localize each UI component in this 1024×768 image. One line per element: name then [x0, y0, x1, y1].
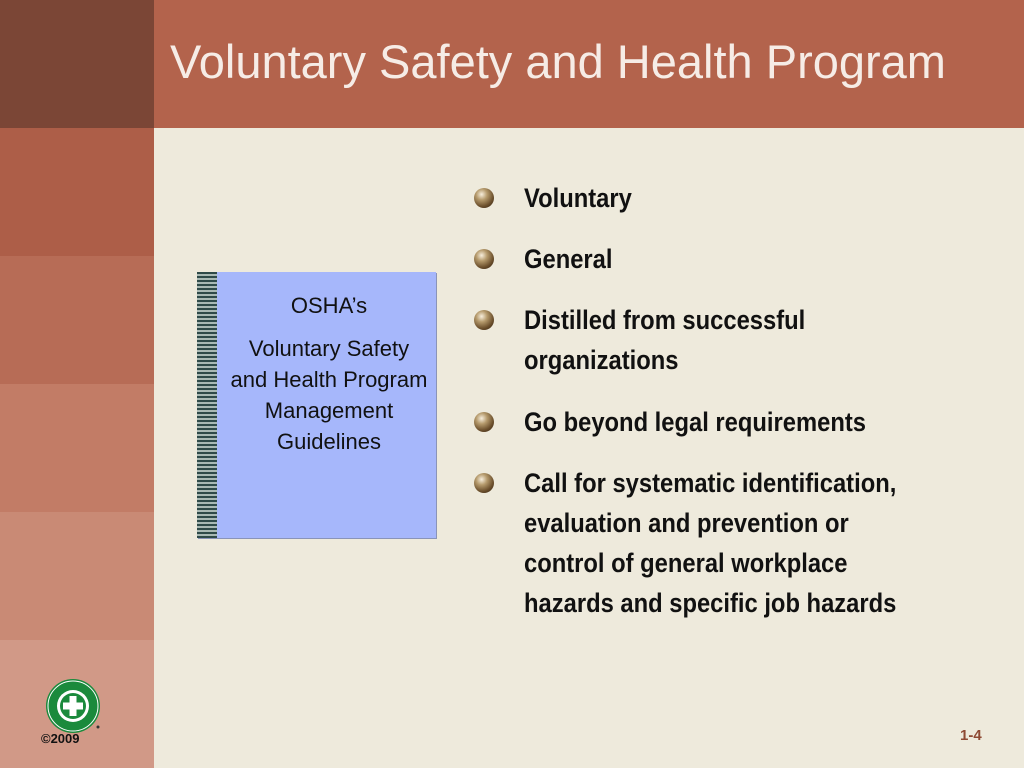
bullet-item: [474, 402, 994, 442]
book-subtitle: Voluntary Safety and Health Program Management Guidelines: [230, 336, 428, 454]
sphere-bullet-icon: [474, 188, 494, 208]
bullet-text-line: control of general workplace: [524, 548, 848, 578]
bullet-item: [474, 300, 994, 380]
bullet-item: [474, 463, 994, 623]
sidebar-block: [0, 256, 154, 384]
bullet-text-line: General: [524, 244, 613, 274]
bullet-text-line: Voluntary: [524, 183, 632, 213]
copyright-text: ©2009: [41, 731, 80, 746]
title-bar: [154, 0, 1024, 128]
sidebar-block: [0, 0, 154, 128]
sidebar-block: [0, 512, 154, 640]
national-safety-council-logo-icon: [45, 678, 101, 734]
sidebar-decoration: [0, 0, 154, 768]
book-title: OSHA’s: [290, 293, 368, 318]
bullet-text-line: evaluation and prevention or: [524, 508, 849, 538]
slide-number: 1-4: [960, 727, 982, 744]
bullet-text-line: hazards and specific job hazards: [524, 588, 897, 618]
slide-title: Voluntary Safety and Health Program: [170, 35, 946, 88]
bullet-item: [474, 178, 994, 218]
book-spine: [197, 272, 217, 538]
sphere-bullet-icon: [474, 412, 494, 432]
bullet-text-line: organizations: [524, 345, 679, 375]
bullet-text-line: Go beyond legal requirements: [524, 407, 866, 437]
sidebar-block: [0, 128, 154, 256]
sphere-bullet-icon: [474, 310, 494, 330]
bullet-item: [474, 239, 994, 279]
sidebar-block: [0, 384, 154, 512]
guidelines-book-image: [197, 272, 436, 538]
sphere-bullet-icon: [474, 249, 494, 269]
bullet-text-line: Call for systematic identification,: [524, 468, 897, 498]
bullet-list: [474, 178, 994, 644]
bullet-text-line: Distilled from successful: [524, 305, 806, 335]
sphere-bullet-icon: [474, 473, 494, 493]
book-cover-text: [229, 290, 429, 457]
